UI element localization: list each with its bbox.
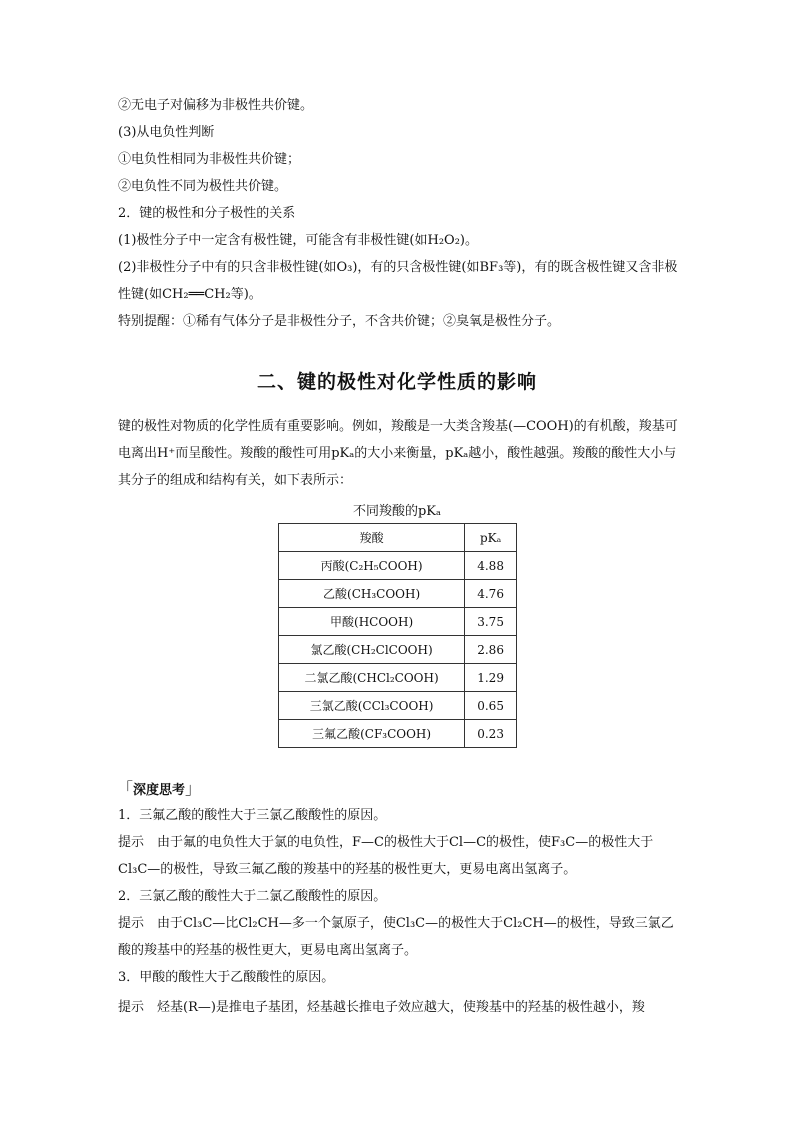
pka-cell: 1.29 (465, 664, 517, 692)
table-row (279, 692, 517, 720)
text-line: ②电负性不同为极性共价键。 (118, 179, 288, 194)
bracket-close: 」 (185, 779, 202, 798)
table-row (279, 608, 517, 636)
bracket-open: 「 (117, 779, 134, 798)
acid-cell: 氯乙酸(CH₂ClCOOH) (279, 636, 465, 664)
acid-cell: 二氯乙酸(CHCl₂COOH) (279, 664, 465, 692)
column-header-acid: 羧酸 (279, 524, 465, 552)
column-header-pka: pKₐ (465, 524, 517, 552)
text-line: 2．键的极性和分子极性的关系 (118, 206, 296, 221)
table-caption: 不同羧酸的pKₐ (352, 504, 442, 519)
pka-cell: 4.76 (465, 580, 517, 608)
pka-cell: 0.23 (465, 720, 517, 748)
answer-3: 提示 烃基(R—)是推电子基团，烃基越长推电子效应越大，使羧基中的羟基的极性越小，羧 (118, 1000, 645, 1015)
table-row (279, 636, 517, 664)
question-1: 1．三氟乙酸的酸性大于三氯乙酸酸性的原因。 (118, 808, 387, 823)
special-note: 特别提醒：①稀有气体分子是非极性分子，不含共价键；②臭氧是极性分子。 (118, 314, 561, 329)
answer-1: 提示 由于氟的电负性大于氯的电负性，F—C的极性大于Cl—C的极性，使F₃C—的极性大于Cl₃C—的极性，导致三氟乙酸的羧基中的羟基的极性更大，更易电离出氢离子。 (118, 835, 654, 877)
pka-table (278, 523, 517, 748)
intro-paragraph: 键的极性对物质的化学性质有重要影响。例如，羧酸是一大类含羧基(—COOH)的有机酸，羧基可电离出H⁺而呈酸性。羧酸的酸性可用pKₐ的大小来衡量，pKₐ越小，酸性越强。羧酸的酸性大小与其分子的组成和结构有关，如下表所示： (118, 419, 678, 488)
table-row (279, 552, 517, 580)
deep-thinking-label (117, 776, 201, 799)
pka-cell: 0.65 (465, 692, 517, 720)
table-row (279, 580, 517, 608)
table-row (279, 664, 517, 692)
acid-cell: 三氟乙酸(CF₃COOH) (279, 720, 465, 748)
table-row (279, 720, 517, 748)
pka-cell: 2.86 (465, 636, 517, 664)
table-header-row (279, 524, 517, 552)
acid-cell: 乙酸(CH₃COOH) (279, 580, 465, 608)
text-line: (3)从电负性判断 (118, 125, 215, 140)
pka-cell: 3.75 (465, 608, 517, 636)
acid-cell: 丙酸(C₂H₅COOH) (279, 552, 465, 580)
acid-cell: 甲酸(HCOOH) (279, 608, 465, 636)
text-line: ②无电子对偏移为非极性共价键。 (118, 98, 314, 113)
text-paragraph: (2)非极性分子中有的只含非极性键(如O₃)，有的只含极性键(如BF₃等)，有的既含极性键又含非极性键(如CH₂══CH₂等)。 (118, 260, 678, 302)
text-line: ①电负性相同为非极性共价键； (118, 152, 301, 167)
text-line: (1)极性分子中一定含有极性键，可能含有非极性键(如H₂O₂)。 (118, 233, 478, 248)
deep-thinking-title: 深度思考 (133, 783, 186, 798)
acid-cell: 三氯乙酸(CCl₃COOH) (279, 692, 465, 720)
answer-2: 提示 由于Cl₃C—比Cl₂CH—多一个氯原子，使Cl₃C—的极性大于Cl₂CH—的极性，导致三氯乙酸的羧基中的羟基的极性更大，更易电离出氢离子。 (118, 916, 674, 958)
section-heading: 二、键的极性对化学性质的影响 (256, 371, 537, 393)
question-2: 2．三氯乙酸的酸性大于二氯乙酸酸性的原因。 (118, 889, 387, 904)
pka-cell: 4.88 (465, 552, 517, 580)
question-3: 3．甲酸的酸性大于乙酸酸性的原因。 (118, 970, 335, 985)
